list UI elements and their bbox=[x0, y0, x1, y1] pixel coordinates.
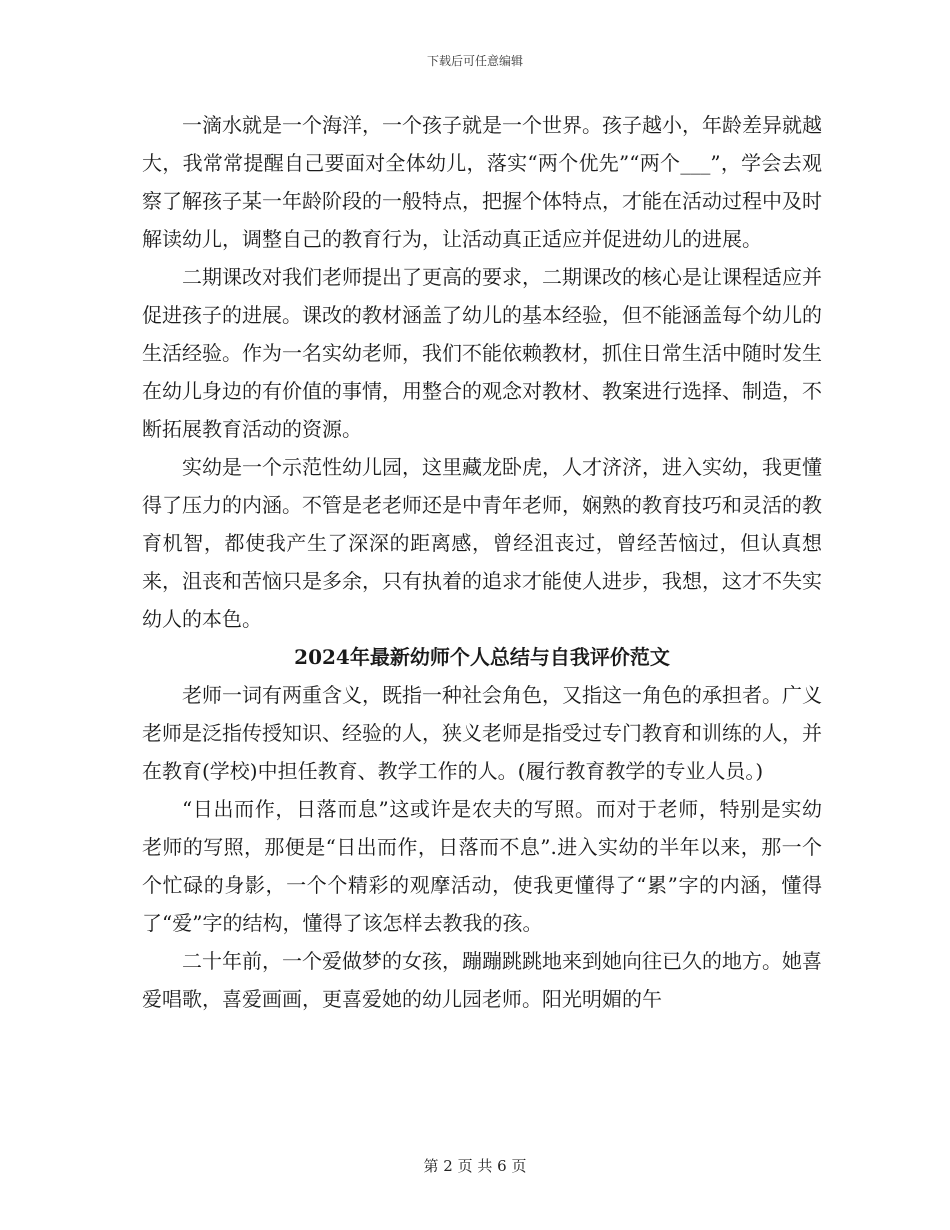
section-title: 2024年最新幼师个人总结与自我评价范文 bbox=[294, 645, 670, 669]
paragraph-1: 一滴水就是一个海洋，一个孩子就是一个世界。孩子越小，年龄差异就越大，我常常提醒自己要面对全体幼儿，落实“两个优先”“两个___”，学会去观察了解孩子某一年龄阶段的一般特点，把握个体特点，才能在活动过程中及时解读幼儿，调整自己的教育行为，让活动真正适应并促进幼儿的进展。 bbox=[142, 113, 822, 251]
paragraph-5: “日出而作，日落而息”这或许是农夫的写照。而对于老师，特别是实幼老师的写照，那便是“日出而作，日落而不息”.进入实幼的半年以来，那一个个忙碌的身影，一个个精彩的观摩活动，使我更懂得了“累”字的内涵，懂得了“爱”字的结构，懂得了该怎样去教我的孩。 bbox=[142, 797, 822, 935]
document-body bbox=[142, 106, 822, 1018]
paragraph-4: 老师一词有两重含义，既指一种社会角色，又指这一角色的承担者。广义老师是泛指传授知识、经验的人，狭义老师是指受过专门教育和训练的人，并在教育(学校)中担任教育、教学工作的人。(履行教育教学的专业人员。) bbox=[142, 683, 822, 783]
paragraph-6: 二十年前，一个爱做梦的女孩，蹦蹦跳跳地来到她向往已久的地方。她喜爱唱歌，喜爱画画，更喜爱她的幼儿园老师。阳光明媚的午 bbox=[142, 949, 822, 1011]
page-number: 第 2 页 共 6 页 bbox=[423, 1157, 527, 1175]
paragraph-3: 实幼是一个示范性幼儿园，这里藏龙卧虎，人才济济，进入实幼，我更懂得了压力的内涵。不管是老老师还是中青年老师，娴熟的教育技巧和灵活的教育机智，都使我产生了深深的距离感，曾经沮丧过，曾经苦恼过，但认真想来，沮丧和苦恼只是多余，只有执着的追求才能使人进步，我想，这才不失实幼人的本色。 bbox=[142, 455, 822, 631]
paragraph-2: 二期课改对我们老师提出了更高的要求，二期课改的核心是让课程适应并促进孩子的进展。课改的教材涵盖了幼儿的基本经验，但不能涵盖每个幼儿的生活经验。作为一名实幼老师，我们不能依赖教材，抓住日常生活中随时发生在幼儿身边的有价值的事情，用整合的观念对教材、教案进行选择、制造，不断拓展教育活动的资源。 bbox=[142, 265, 822, 441]
header-note: 下载后可任意编辑 bbox=[426, 54, 523, 68]
